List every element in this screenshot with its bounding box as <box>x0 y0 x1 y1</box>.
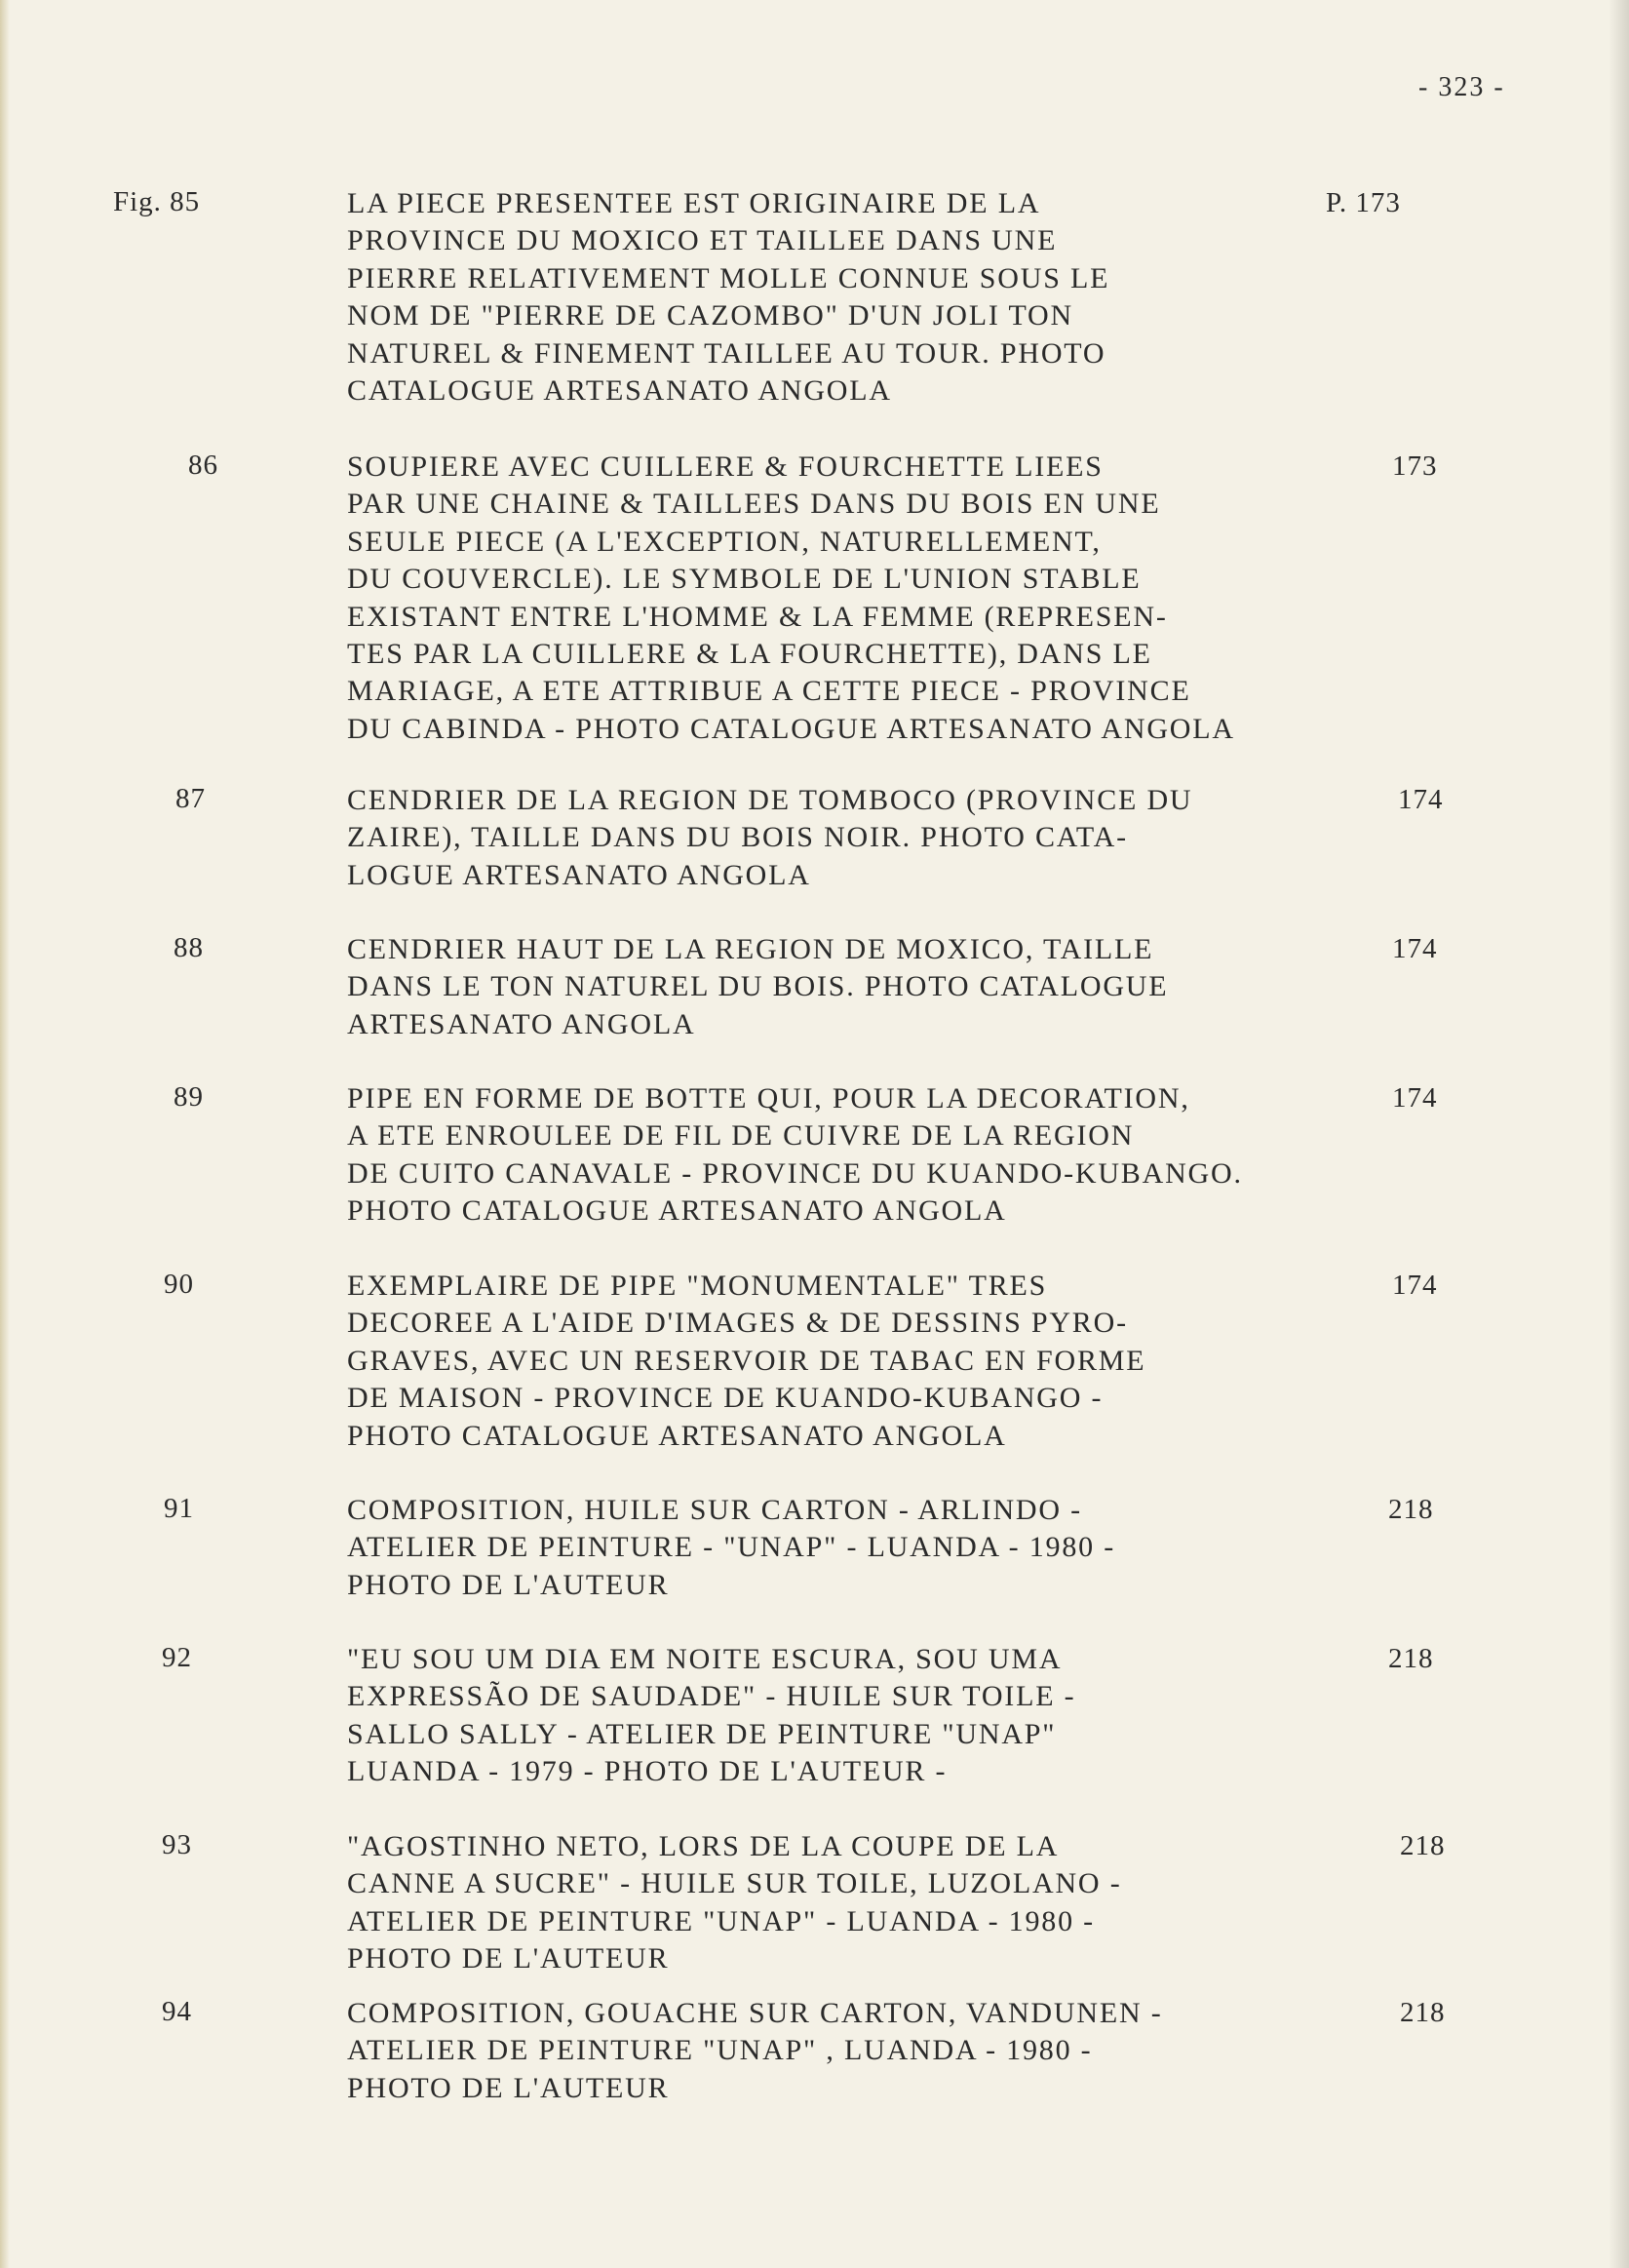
caption-line: ATELIER DE PEINTURE "UNAP" , LUANDA - 1980 - <box>347 2034 1093 2067</box>
caption-line: NATUREL & FINEMENT TAILLEE AU TOUR. PHOTO <box>347 336 1106 370</box>
figure-caption <box>347 1995 1380 2107</box>
caption-line: PHOTO CATALOGUE ARTESANATO ANGOLA <box>347 1419 1007 1452</box>
caption-line: EXISTANT ENTRE L'HOMME & LA FEMME (REPRESEN- <box>347 600 1168 633</box>
caption-line: PHOTO DE L'AUTEUR <box>347 1568 670 1601</box>
figure-number: 94 <box>162 1996 192 2027</box>
figure-number: 87 <box>175 783 206 814</box>
caption-line: SOUPIERE AVEC CUILLERE & FOURCHETTE LIEES <box>347 450 1104 483</box>
caption-line: PROVINCE DU MOXICO ET TAILLEE DANS UNE <box>347 224 1058 257</box>
caption-line: LOGUE ARTESANATO ANGOLA <box>347 858 811 891</box>
figure-caption <box>347 782 1380 894</box>
caption-line: A ETE ENROULEE DE FIL DE CUIVRE DE LA REGION <box>347 1119 1135 1153</box>
caption-line: PHOTO DE L'AUTEUR <box>347 2071 670 2104</box>
caption-line: GRAVES, AVEC UN RESERVOIR DE TABAC EN FORME <box>347 1344 1146 1377</box>
figure-caption <box>347 1641 1380 1791</box>
figure-number: 90 <box>164 1269 194 1300</box>
caption-line: DU CABINDA - PHOTO CATALOGUE ARTESANATO ANGOLA <box>347 712 1235 745</box>
caption-line: ZAIRE), TAILLE DANS DU BOIS NOIR. PHOTO CATA- <box>347 821 1128 854</box>
page-right-edge <box>1609 0 1629 2268</box>
caption-line: SALLO SALLY - ATELIER DE PEINTURE "UNAP" <box>347 1717 1057 1750</box>
figure-number: 88 <box>174 932 204 963</box>
figure-number: 93 <box>162 1829 192 1860</box>
figure-number: Fig. 85 <box>113 186 201 217</box>
caption-line: ATELIER DE PEINTURE - "UNAP" - LUANDA - 1980 - <box>347 1531 1116 1564</box>
page-reference: 218 <box>1388 1494 1434 1525</box>
page-reference: 174 <box>1398 784 1444 815</box>
figure-caption <box>347 1268 1380 1455</box>
caption-line: NOM DE "PIERRE DE CAZOMBO" D'UN JOLI TON <box>347 299 1073 332</box>
caption-line: LUANDA - 1979 - PHOTO DE L'AUTEUR - <box>347 1755 948 1788</box>
page-reference: 173 <box>1392 450 1438 482</box>
caption-line: ATELIER DE PEINTURE "UNAP" - LUANDA - 1980 - <box>347 1904 1095 1937</box>
caption-line: DE CUITO CANAVALE - PROVINCE DU KUANDO-KUBANGO. <box>347 1156 1243 1190</box>
page-reference: 174 <box>1392 1082 1438 1114</box>
figure-number: 86 <box>188 450 218 481</box>
caption-line: "AGOSTINHO NETO, LORS DE LA COUPE DE LA <box>347 1830 1060 1862</box>
figure-caption <box>347 931 1380 1043</box>
caption-line: CENDRIER HAUT DE LA REGION DE MOXICO, TAILLE <box>347 933 1154 965</box>
figure-number: 92 <box>162 1642 192 1673</box>
caption-line: PIPE EN FORME DE BOTTE QUI, POUR LA DECORATION, <box>347 1082 1190 1114</box>
caption-line: TES PAR LA CUILLERE & LA FOURCHETTE), DANS LE <box>347 638 1152 671</box>
page-reference: 218 <box>1388 1643 1434 1674</box>
caption-line: COMPOSITION, GOUACHE SUR CARTON, VANDUNEN - <box>347 1997 1163 2029</box>
caption-line: COMPOSITION, HUILE SUR CARTON - ARLINDO - <box>347 1494 1082 1526</box>
figure-caption <box>347 449 1380 748</box>
caption-line: PAR UNE CHAINE & TAILLEES DANS DU BOIS EN UNE <box>347 488 1161 521</box>
caption-line: DECOREE A L'AIDE D'IMAGES & DE DESSINS PYRO- <box>347 1307 1128 1340</box>
caption-line: DANS LE TON NATUREL DU BOIS. PHOTO CATALOGUE <box>347 970 1169 1003</box>
figure-caption <box>347 185 1380 410</box>
page-reference: 174 <box>1392 933 1438 964</box>
caption-line: LA PIECE PRESENTEE EST ORIGINAIRE DE LA <box>347 187 1041 219</box>
page-number: - 323 - <box>1418 72 1505 102</box>
figure-caption <box>347 1828 1380 1978</box>
figure-number: 89 <box>174 1081 204 1113</box>
figure-caption <box>347 1080 1380 1231</box>
caption-line: PHOTO CATALOGUE ARTESANATO ANGOLA <box>347 1194 1007 1228</box>
page-reference: 174 <box>1392 1270 1438 1301</box>
caption-line: ARTESANATO ANGOLA <box>347 1007 696 1040</box>
caption-line: MARIAGE, A ETE ATTRIBUE A CETTE PIECE - PROVINCE <box>347 675 1191 708</box>
page-reference: 218 <box>1400 1997 1446 2028</box>
caption-line: PHOTO DE L'AUTEUR <box>347 1942 670 1975</box>
figure-caption <box>347 1492 1380 1604</box>
caption-line: CATALOGUE ARTESANATO ANGOLA <box>347 374 892 408</box>
caption-line: DE MAISON - PROVINCE DE KUANDO-KUBANGO - <box>347 1382 1104 1415</box>
caption-line: EXEMPLAIRE DE PIPE "MONUMENTALE" TRES <box>347 1270 1048 1302</box>
caption-line: "EU SOU UM DIA EM NOITE ESCURA, SOU UMA <box>347 1643 1063 1675</box>
page-left-edge <box>0 0 10 2268</box>
page-reference: 218 <box>1400 1830 1446 1861</box>
figure-number: 91 <box>164 1493 194 1524</box>
caption-line: CANNE A SUCRE" - HUILE SUR TOILE, LUZOLANO - <box>347 1867 1122 1900</box>
caption-line: EXPRESSÃO DE SAUDADE" - HUILE SUR TOILE - <box>347 1680 1076 1713</box>
caption-line: CENDRIER DE LA REGION DE TOMBOCO (PROVINCE DU <box>347 784 1193 816</box>
caption-line: PIERRE RELATIVEMENT MOLLE CONNUE SOUS LE <box>347 261 1110 294</box>
caption-line: SEULE PIECE (A L'EXCEPTION, NATURELLEMENT, <box>347 525 1102 558</box>
page-reference: P. 173 <box>1326 187 1401 218</box>
caption-line: DU COUVERCLE). LE SYMBOLE DE L'UNION STABLE <box>347 563 1142 596</box>
